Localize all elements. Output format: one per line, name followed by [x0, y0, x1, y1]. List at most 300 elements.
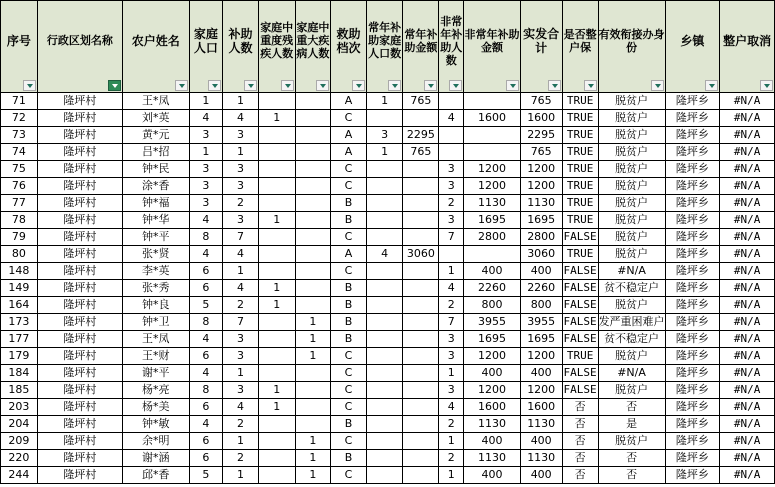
- table-cell[interactable]: 76: [1, 178, 38, 195]
- table-cell[interactable]: 1130: [464, 195, 521, 212]
- table-cell[interactable]: TRUE: [562, 348, 598, 365]
- table-cell[interactable]: 1695: [520, 331, 562, 348]
- table-cell[interactable]: 1: [295, 467, 331, 484]
- table-cell[interactable]: 4: [189, 365, 223, 382]
- table-cell[interactable]: [464, 127, 521, 144]
- table-cell[interactable]: #N/A: [720, 280, 775, 297]
- table-cell[interactable]: 1600: [520, 110, 562, 127]
- column-header-16[interactable]: [665, 1, 720, 93]
- table-cell[interactable]: 隆坪村: [37, 212, 122, 229]
- table-cell[interactable]: B: [331, 314, 367, 331]
- table-cell[interactable]: 1: [258, 297, 295, 314]
- table-cell[interactable]: [464, 246, 521, 263]
- table-cell[interactable]: [366, 280, 403, 297]
- table-cell[interactable]: 1130: [520, 416, 562, 433]
- table-cell[interactable]: 脱贫户: [598, 127, 665, 144]
- table-cell[interactable]: 2: [223, 416, 259, 433]
- table-cell[interactable]: 1600: [464, 110, 521, 127]
- table-cell[interactable]: FALSE: [562, 331, 598, 348]
- table-cell[interactable]: [295, 144, 331, 161]
- table-cell[interactable]: 74: [1, 144, 38, 161]
- column-header-2[interactable]: [37, 1, 122, 93]
- table-cell[interactable]: 203: [1, 399, 38, 416]
- table-cell[interactable]: 1: [258, 399, 295, 416]
- table-cell[interactable]: 3: [439, 331, 464, 348]
- table-cell[interactable]: 2: [223, 297, 259, 314]
- filter-dropdown-icon[interactable]: [175, 80, 188, 91]
- table-cell[interactable]: 7: [223, 229, 259, 246]
- table-cell[interactable]: 1200: [520, 348, 562, 365]
- table-cell[interactable]: 2295: [520, 127, 562, 144]
- table-cell[interactable]: 400: [520, 433, 562, 450]
- table-cell[interactable]: 隆坪村: [37, 280, 122, 297]
- filter-dropdown-icon[interactable]: [548, 80, 561, 91]
- table-cell[interactable]: 75: [1, 161, 38, 178]
- table-cell[interactable]: 1: [439, 433, 464, 450]
- table-cell[interactable]: 4: [189, 246, 223, 263]
- table-cell[interactable]: FALSE: [562, 382, 598, 399]
- table-cell[interactable]: 隆坪村: [37, 297, 122, 314]
- table-cell[interactable]: #N/A: [720, 297, 775, 314]
- table-cell[interactable]: [295, 399, 331, 416]
- table-cell[interactable]: 173: [1, 314, 38, 331]
- filter-active-icon[interactable]: [108, 80, 121, 91]
- table-cell[interactable]: 脱贫户: [598, 348, 665, 365]
- table-cell[interactable]: 400: [520, 467, 562, 484]
- table-cell[interactable]: [403, 467, 439, 484]
- table-cell[interactable]: 6: [189, 450, 223, 467]
- table-cell[interactable]: 1695: [520, 212, 562, 229]
- table-cell[interactable]: 800: [520, 297, 562, 314]
- column-header-12[interactable]: [464, 1, 521, 93]
- table-cell[interactable]: 765: [520, 93, 562, 110]
- column-header-6[interactable]: [258, 1, 295, 93]
- table-cell[interactable]: [258, 263, 295, 280]
- table-cell[interactable]: [295, 229, 331, 246]
- table-cell[interactable]: [439, 144, 464, 161]
- table-cell[interactable]: 1: [295, 433, 331, 450]
- table-cell[interactable]: [439, 93, 464, 110]
- filter-dropdown-icon[interactable]: [705, 80, 718, 91]
- table-cell[interactable]: 1: [189, 93, 223, 110]
- table-cell[interactable]: 隆坪乡: [665, 195, 720, 212]
- table-cell[interactable]: 隆坪村: [37, 263, 122, 280]
- column-header-7[interactable]: [295, 1, 331, 93]
- table-cell[interactable]: [403, 348, 439, 365]
- table-cell[interactable]: 3: [189, 195, 223, 212]
- table-cell[interactable]: FALSE: [562, 280, 598, 297]
- table-cell[interactable]: 隆坪村: [37, 195, 122, 212]
- filter-dropdown-icon[interactable]: [281, 80, 294, 91]
- table-cell[interactable]: 隆坪村: [37, 314, 122, 331]
- table-cell[interactable]: 3: [223, 212, 259, 229]
- table-cell[interactable]: 2: [439, 195, 464, 212]
- table-cell[interactable]: [403, 280, 439, 297]
- table-cell[interactable]: 4: [439, 280, 464, 297]
- filter-dropdown-icon[interactable]: [316, 80, 329, 91]
- column-header-13[interactable]: [520, 1, 562, 93]
- table-cell[interactable]: #N/A: [720, 110, 775, 127]
- table-cell[interactable]: A: [331, 127, 367, 144]
- table-cell[interactable]: 4: [189, 416, 223, 433]
- table-cell[interactable]: 149: [1, 280, 38, 297]
- table-cell[interactable]: 400: [464, 433, 521, 450]
- table-cell[interactable]: 隆坪村: [37, 246, 122, 263]
- table-cell[interactable]: 4: [223, 280, 259, 297]
- table-cell[interactable]: 2295: [403, 127, 439, 144]
- table-cell[interactable]: [258, 229, 295, 246]
- table-cell[interactable]: [366, 110, 403, 127]
- table-cell[interactable]: 1: [439, 263, 464, 280]
- table-cell[interactable]: 1: [258, 212, 295, 229]
- table-cell[interactable]: 3: [223, 161, 259, 178]
- table-cell[interactable]: A: [331, 246, 367, 263]
- table-cell[interactable]: 2260: [464, 280, 521, 297]
- table-cell[interactable]: 8: [189, 382, 223, 399]
- table-cell[interactable]: 隆坪村: [37, 382, 122, 399]
- table-cell[interactable]: 邱*香: [123, 467, 189, 484]
- table-cell[interactable]: 钟*良: [123, 297, 189, 314]
- table-cell[interactable]: [366, 263, 403, 280]
- table-cell[interactable]: 隆坪村: [37, 93, 122, 110]
- table-cell[interactable]: 杨*亮: [123, 382, 189, 399]
- table-cell[interactable]: 否: [562, 450, 598, 467]
- table-cell[interactable]: C: [331, 365, 367, 382]
- table-cell[interactable]: 钟*华: [123, 212, 189, 229]
- table-cell[interactable]: 3: [223, 331, 259, 348]
- table-cell[interactable]: 隆坪乡: [665, 399, 720, 416]
- table-cell[interactable]: 脱贫户: [598, 297, 665, 314]
- table-cell[interactable]: 5: [189, 467, 223, 484]
- table-cell[interactable]: 3: [439, 178, 464, 195]
- table-cell[interactable]: 3: [189, 178, 223, 195]
- table-cell[interactable]: [464, 93, 521, 110]
- column-header-11[interactable]: [439, 1, 464, 93]
- table-cell[interactable]: 否: [562, 433, 598, 450]
- table-cell[interactable]: B: [331, 212, 367, 229]
- table-cell[interactable]: [366, 467, 403, 484]
- table-cell[interactable]: [403, 229, 439, 246]
- filter-dropdown-icon[interactable]: [244, 80, 257, 91]
- table-cell[interactable]: [403, 314, 439, 331]
- table-cell[interactable]: TRUE: [562, 144, 598, 161]
- table-cell[interactable]: FALSE: [562, 297, 598, 314]
- column-header-4[interactable]: [189, 1, 223, 93]
- filter-dropdown-icon[interactable]: [449, 80, 462, 91]
- table-cell[interactable]: [258, 144, 295, 161]
- table-cell[interactable]: 钟*民: [123, 161, 189, 178]
- table-cell[interactable]: 3060: [403, 246, 439, 263]
- table-cell[interactable]: 4: [189, 331, 223, 348]
- table-cell[interactable]: 1200: [464, 178, 521, 195]
- table-cell[interactable]: #N/A: [720, 331, 775, 348]
- table-cell[interactable]: 3: [439, 348, 464, 365]
- table-cell[interactable]: 脱贫户: [598, 178, 665, 195]
- table-cell[interactable]: 脱贫户: [598, 161, 665, 178]
- table-cell[interactable]: 1200: [520, 161, 562, 178]
- table-cell[interactable]: C: [331, 263, 367, 280]
- table-cell[interactable]: 钟*敏: [123, 416, 189, 433]
- table-cell[interactable]: 1130: [520, 450, 562, 467]
- table-cell[interactable]: 1130: [520, 195, 562, 212]
- table-cell[interactable]: [366, 450, 403, 467]
- table-cell[interactable]: 400: [464, 263, 521, 280]
- table-cell[interactable]: 2800: [520, 229, 562, 246]
- table-cell[interactable]: 隆坪乡: [665, 348, 720, 365]
- table-cell[interactable]: 1: [295, 314, 331, 331]
- table-cell[interactable]: 脱贫户: [598, 433, 665, 450]
- table-cell[interactable]: B: [331, 416, 367, 433]
- table-cell[interactable]: 隆坪村: [37, 399, 122, 416]
- table-cell[interactable]: 1: [439, 365, 464, 382]
- table-cell[interactable]: 是: [598, 416, 665, 433]
- table-cell[interactable]: 隆坪乡: [665, 161, 720, 178]
- table-cell[interactable]: 7: [439, 314, 464, 331]
- table-cell[interactable]: 隆坪乡: [665, 331, 720, 348]
- table-cell[interactable]: 脱贫户: [598, 382, 665, 399]
- table-cell[interactable]: 4: [189, 212, 223, 229]
- table-cell[interactable]: 余*明: [123, 433, 189, 450]
- table-cell[interactable]: B: [331, 450, 367, 467]
- filter-dropdown-icon[interactable]: [388, 80, 401, 91]
- table-cell[interactable]: [366, 433, 403, 450]
- table-cell[interactable]: [403, 382, 439, 399]
- table-cell[interactable]: 钟*福: [123, 195, 189, 212]
- table-cell[interactable]: 78: [1, 212, 38, 229]
- table-cell[interactable]: FALSE: [562, 365, 598, 382]
- table-cell[interactable]: 1: [223, 263, 259, 280]
- table-cell[interactable]: 隆坪村: [37, 144, 122, 161]
- table-cell[interactable]: 4: [189, 110, 223, 127]
- table-cell[interactable]: 1: [439, 467, 464, 484]
- table-cell[interactable]: 179: [1, 348, 38, 365]
- table-cell[interactable]: 脱贫户: [598, 110, 665, 127]
- table-cell[interactable]: [258, 348, 295, 365]
- table-cell[interactable]: 1695: [464, 212, 521, 229]
- table-cell[interactable]: 765: [520, 144, 562, 161]
- table-cell[interactable]: 765: [403, 93, 439, 110]
- table-cell[interactable]: [403, 433, 439, 450]
- table-cell[interactable]: 否: [562, 416, 598, 433]
- table-cell[interactable]: 隆坪村: [37, 467, 122, 484]
- table-cell[interactable]: 6: [189, 348, 223, 365]
- table-cell[interactable]: #N/A: [720, 263, 775, 280]
- table-cell[interactable]: 3: [439, 212, 464, 229]
- table-cell[interactable]: C: [331, 433, 367, 450]
- table-cell[interactable]: [366, 382, 403, 399]
- table-cell[interactable]: 184: [1, 365, 38, 382]
- table-cell[interactable]: 隆坪乡: [665, 110, 720, 127]
- table-cell[interactable]: 4: [223, 110, 259, 127]
- column-header-3[interactable]: [123, 1, 189, 93]
- table-cell[interactable]: [403, 212, 439, 229]
- table-cell[interactable]: [366, 399, 403, 416]
- table-cell[interactable]: 脱贫户: [598, 246, 665, 263]
- table-cell[interactable]: 隆坪乡: [665, 297, 720, 314]
- table-cell[interactable]: 隆坪村: [37, 450, 122, 467]
- table-cell[interactable]: 隆坪乡: [665, 467, 720, 484]
- table-cell[interactable]: [439, 127, 464, 144]
- table-cell[interactable]: 否: [598, 467, 665, 484]
- table-cell[interactable]: #N/A: [720, 467, 775, 484]
- table-cell[interactable]: 否: [562, 399, 598, 416]
- table-cell[interactable]: 209: [1, 433, 38, 450]
- filter-dropdown-icon[interactable]: [584, 80, 597, 91]
- table-cell[interactable]: [403, 263, 439, 280]
- table-cell[interactable]: 1: [258, 280, 295, 297]
- column-header-8[interactable]: [331, 1, 367, 93]
- table-cell[interactable]: 1: [295, 331, 331, 348]
- table-cell[interactable]: 隆坪村: [37, 433, 122, 450]
- table-cell[interactable]: 1600: [464, 399, 521, 416]
- table-cell[interactable]: C: [331, 110, 367, 127]
- filter-dropdown-icon[interactable]: [760, 80, 773, 91]
- table-cell[interactable]: 2: [439, 450, 464, 467]
- table-cell[interactable]: 隆坪乡: [665, 127, 720, 144]
- table-cell[interactable]: 吕*招: [123, 144, 189, 161]
- table-cell[interactable]: 3: [223, 382, 259, 399]
- table-cell[interactable]: FALSE: [562, 229, 598, 246]
- table-cell[interactable]: 4: [366, 246, 403, 263]
- table-cell[interactable]: TRUE: [562, 178, 598, 195]
- table-cell[interactable]: 隆坪乡: [665, 433, 720, 450]
- table-cell[interactable]: [295, 127, 331, 144]
- table-cell[interactable]: #N/A: [720, 450, 775, 467]
- table-cell[interactable]: #N/A: [720, 178, 775, 195]
- table-cell[interactable]: 1: [223, 144, 259, 161]
- table-cell[interactable]: 80: [1, 246, 38, 263]
- table-cell[interactable]: 79: [1, 229, 38, 246]
- table-cell[interactable]: 王*财: [123, 348, 189, 365]
- table-cell[interactable]: 72: [1, 110, 38, 127]
- table-cell[interactable]: 1600: [520, 399, 562, 416]
- table-cell[interactable]: 王*凤: [123, 331, 189, 348]
- table-cell[interactable]: 2: [223, 450, 259, 467]
- table-cell[interactable]: 765: [403, 144, 439, 161]
- table-cell[interactable]: [295, 161, 331, 178]
- table-cell[interactable]: 隆坪乡: [665, 263, 720, 280]
- table-cell[interactable]: 隆坪乡: [665, 144, 720, 161]
- table-cell[interactable]: TRUE: [562, 246, 598, 263]
- filter-dropdown-icon[interactable]: [506, 80, 519, 91]
- table-cell[interactable]: [366, 365, 403, 382]
- table-cell[interactable]: 隆坪乡: [665, 365, 720, 382]
- table-cell[interactable]: [295, 382, 331, 399]
- table-cell[interactable]: 1200: [464, 382, 521, 399]
- table-cell[interactable]: 1: [223, 467, 259, 484]
- table-cell[interactable]: [403, 297, 439, 314]
- table-cell[interactable]: [295, 212, 331, 229]
- table-cell[interactable]: 否: [598, 399, 665, 416]
- table-cell[interactable]: [258, 161, 295, 178]
- table-cell[interactable]: [366, 331, 403, 348]
- table-cell[interactable]: 8: [189, 314, 223, 331]
- table-cell[interactable]: 张*秀: [123, 280, 189, 297]
- table-cell[interactable]: [403, 450, 439, 467]
- table-cell[interactable]: [258, 467, 295, 484]
- table-cell[interactable]: 隆坪村: [37, 178, 122, 195]
- table-cell[interactable]: [295, 246, 331, 263]
- table-cell[interactable]: [366, 161, 403, 178]
- table-cell[interactable]: 8: [189, 229, 223, 246]
- table-cell[interactable]: TRUE: [562, 161, 598, 178]
- table-cell[interactable]: [258, 365, 295, 382]
- table-cell[interactable]: 204: [1, 416, 38, 433]
- table-cell[interactable]: #N/A: [598, 365, 665, 382]
- table-cell[interactable]: 谢*平: [123, 365, 189, 382]
- table-cell[interactable]: [295, 365, 331, 382]
- table-cell[interactable]: 发严重困难户: [598, 314, 665, 331]
- table-cell[interactable]: C: [331, 399, 367, 416]
- table-cell[interactable]: 1: [223, 365, 259, 382]
- table-cell[interactable]: C: [331, 161, 367, 178]
- table-cell[interactable]: #N/A: [720, 382, 775, 399]
- table-cell[interactable]: 1: [189, 144, 223, 161]
- table-cell[interactable]: 400: [464, 365, 521, 382]
- table-cell[interactable]: 隆坪村: [37, 110, 122, 127]
- table-cell[interactable]: 1: [258, 110, 295, 127]
- table-cell[interactable]: 李*英: [123, 263, 189, 280]
- table-cell[interactable]: #N/A: [720, 93, 775, 110]
- table-cell[interactable]: 脱贫户: [598, 229, 665, 246]
- filter-dropdown-icon[interactable]: [208, 80, 221, 91]
- table-cell[interactable]: 6: [189, 433, 223, 450]
- column-header-15[interactable]: [598, 1, 665, 93]
- column-header-14[interactable]: [562, 1, 598, 93]
- table-cell[interactable]: 6: [189, 399, 223, 416]
- table-cell[interactable]: #N/A: [720, 348, 775, 365]
- table-cell[interactable]: 隆坪乡: [665, 416, 720, 433]
- table-cell[interactable]: C: [331, 178, 367, 195]
- table-cell[interactable]: B: [331, 280, 367, 297]
- table-cell[interactable]: 4: [223, 246, 259, 263]
- table-cell[interactable]: 400: [520, 263, 562, 280]
- table-cell[interactable]: TRUE: [562, 93, 598, 110]
- table-cell[interactable]: 1200: [464, 348, 521, 365]
- table-cell[interactable]: 脱贫户: [598, 212, 665, 229]
- table-cell[interactable]: [366, 195, 403, 212]
- table-cell[interactable]: 3: [223, 178, 259, 195]
- table-cell[interactable]: [295, 195, 331, 212]
- table-cell[interactable]: C: [331, 348, 367, 365]
- table-cell[interactable]: [464, 144, 521, 161]
- filter-dropdown-icon[interactable]: [23, 80, 36, 91]
- table-cell[interactable]: B: [331, 297, 367, 314]
- table-cell[interactable]: [439, 246, 464, 263]
- table-cell[interactable]: 3: [439, 161, 464, 178]
- table-cell[interactable]: 隆坪村: [37, 365, 122, 382]
- table-cell[interactable]: 7: [439, 229, 464, 246]
- table-cell[interactable]: 4: [223, 399, 259, 416]
- table-cell[interactable]: 2: [223, 195, 259, 212]
- table-cell[interactable]: [366, 229, 403, 246]
- table-cell[interactable]: [366, 297, 403, 314]
- table-cell[interactable]: #N/A: [598, 263, 665, 280]
- table-cell[interactable]: 钟*卫: [123, 314, 189, 331]
- table-cell[interactable]: 1: [295, 450, 331, 467]
- table-cell[interactable]: 王*凤: [123, 93, 189, 110]
- table-cell[interactable]: #N/A: [720, 433, 775, 450]
- table-cell[interactable]: [295, 110, 331, 127]
- table-cell[interactable]: 1: [258, 382, 295, 399]
- table-cell[interactable]: [295, 297, 331, 314]
- table-cell[interactable]: [258, 246, 295, 263]
- table-cell[interactable]: [366, 416, 403, 433]
- table-cell[interactable]: [366, 314, 403, 331]
- column-header-1[interactable]: [1, 1, 38, 93]
- table-cell[interactable]: FALSE: [562, 314, 598, 331]
- table-cell[interactable]: #N/A: [720, 127, 775, 144]
